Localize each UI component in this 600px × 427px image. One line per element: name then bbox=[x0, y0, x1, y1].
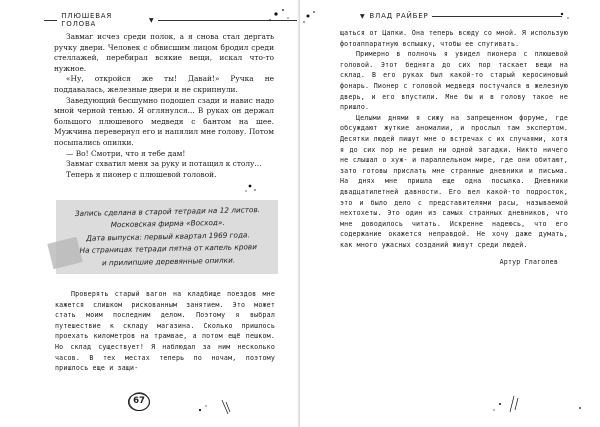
note-line: Запись сделана в старой тетради на 12 листов. bbox=[74, 205, 261, 218]
story-paragraph: Завмаг схватил меня за руку и потащил к столу... bbox=[66, 159, 262, 169]
right-header-title: ВЛАД РАЙБЕР bbox=[369, 12, 429, 20]
note-line: Московская фирма «Восход». bbox=[110, 218, 225, 230]
dagger-triangle-icon: ▼ bbox=[149, 16, 155, 24]
ink-splatter-icon bbox=[300, 0, 600, 427]
left-header-title: ПЛЮШЕВАЯ ГОЛОВА bbox=[61, 12, 113, 28]
note-line: Дата выпуска: первый квартал 1969 года. bbox=[86, 230, 250, 243]
diary-paragraph: щаться от Цапки. Она теперь всюду со мной. Я использую фотоаппаратную вспышку, чтобы ее спугивать. bbox=[340, 29, 568, 48]
story-paragraph: «Ну, откройся же ты! Давай!» Ручка не поддавалась, железные двери и не скрипнули. bbox=[54, 74, 274, 94]
story-paragraph: Заведующий бесшумно подошел сзади и навис надо мной черной тенью. Я оглянулся... В руках он держал большого плюшевого медведя с бантом на шее. Мужчина перевернул его и напялил мне голову. Потом посыпались опилки. bbox=[54, 95, 274, 147]
page-number-text: 67 bbox=[133, 396, 145, 406]
diary-paragraph: Примерно в полночь я увидел пионера с плюшевой головой. Этот бедняга до сих пор таскает вещи на склад. В его руках был какой-то старый керосиновый фонарь. Пионер с головой медведя постучался в железную дверь, и его впустили. Мне бы и в голову такое не пришло. bbox=[340, 50, 568, 112]
dagger-triangle-icon: ▼ bbox=[360, 12, 366, 20]
note-line: На страницах тетради пятна от капель крови bbox=[79, 242, 258, 256]
diary-paragraph: Целыми днями я сижу на запрещенном форуме, где обсуждают жуткие аномалии, и прослыл там экспертом. Десятки людей пишут мне о встречах с их случаями, хотя я до сих пор не решил ни одной загадки. Никто ничего не слышал о хуж- и параллельном мире, где они обитают, зато готовы прислать мне странные дневники и письма. На днях мне пришла еще одна посылка. Дневники двадцатилетней давности. Его вел какой-то подросток, это и было дело с представителями расы, называемой нехтохеты. Это один из самых странных дневников, что мне доводилось читать. Искренне надеюсь, что его содержание окажется неправдой. Не хочу даже думать, как много ужасных созданий живут среди людей. bbox=[340, 113, 568, 249]
note-line: и прилипшие деревянные опилки. bbox=[101, 255, 236, 268]
signature: Артур Глаголев bbox=[499, 258, 558, 267]
story-paragraph: Теперь я пионер с плюшевой головой. bbox=[66, 169, 217, 179]
diary-paragraph: Проверять старый вагон на кладбище поездов мне кажется слишком рискованным занятием. Это может стать моим последним делом. Поэтому я выбрал путешествие к складу магазина. Сколько пришлось проехать километров на трамвае, а потом ещё пешком. Но склад существует! Я наблюдал за ним несколько часов. В тех местах теперь по ночам, поэтому пришлось еще и защи- bbox=[55, 290, 275, 373]
right-page bbox=[300, 0, 600, 427]
story-paragraph: — Во! Смотри, что я тебе дам! bbox=[66, 148, 186, 158]
story-paragraph: Завмаг исчез среди полок, а я снова стал дергать ручку двери. Человек с обвисшим лицом бродил среди стеллажей, перебирал всякие вещи, искал что-то нужное. bbox=[54, 32, 274, 73]
